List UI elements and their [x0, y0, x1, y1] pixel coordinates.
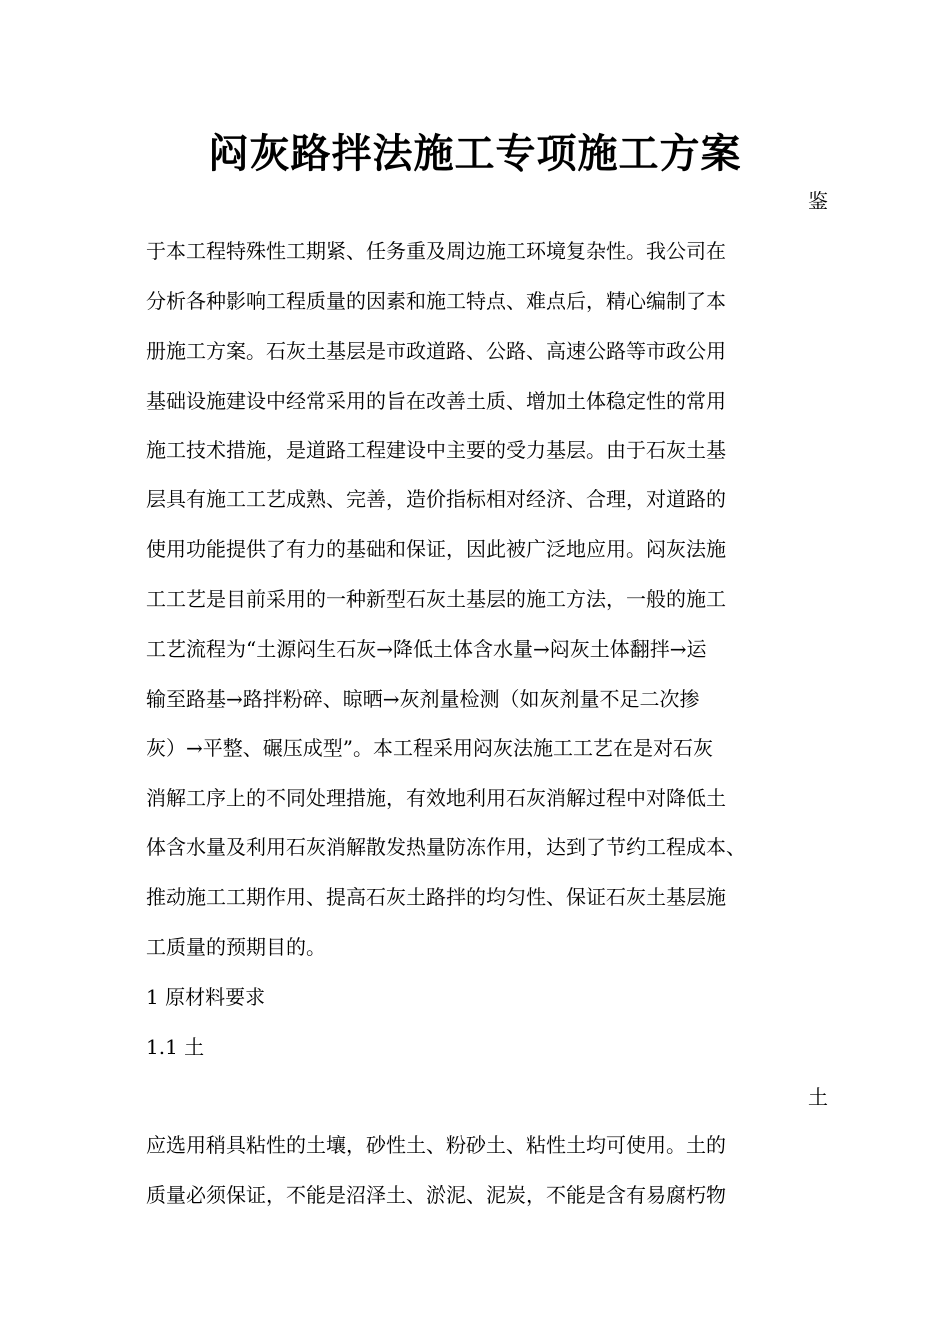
paragraph-line: 推动施工工期作用、提高石灰土路拌的均匀性、保证石灰土基层施: [146, 885, 726, 909]
paragraph-line: 灰）→平整、碾压成型”。本工程采用闷灰法施工工艺在是对石灰: [146, 736, 713, 760]
document-title: 闷灰路拌法施工专项施工方案: [208, 130, 742, 177]
paragraph-line: 土: [808, 1085, 828, 1109]
paragraph-line: 消解工序上的不同处理措施，有效地利用石灰消解过程中对降低土: [146, 786, 726, 810]
paragraph-line: 鉴: [808, 189, 828, 213]
paragraph-line: 输至路基→路拌粉碎、晾晒→灰剂量检测（如灰剂量不足二次掺: [146, 687, 700, 711]
section-heading: 1 原材料要求: [146, 985, 266, 1009]
paragraph-line: 应选用稍具粘性的土壤，砂性土、粉砂土、粘性土均可使用。土的: [146, 1133, 726, 1157]
paragraph-line: 于本工程特殊性工期紧、任务重及周边施工环境复杂性。我公司在: [146, 239, 726, 263]
paragraph-line: 基础设施建设中经常采用的旨在改善土质、增加土体稳定性的常用: [146, 389, 726, 413]
paragraph-line: 册施工方案。石灰土基层是市政道路、公路、高速公路等市政公用: [146, 339, 726, 363]
paragraph-line: 工质量的预期目的。: [146, 935, 326, 959]
paragraph-line: 层具有施工工艺成熟、完善，造价指标相对经济、合理，对道路的: [146, 487, 726, 511]
paragraph-line: 使用功能提供了有力的基础和保证，因此被广泛地应用。闷灰法施: [146, 537, 726, 561]
paragraph-line: 施工技术措施，是道路工程建设中主要的受力基层。由于石灰土基: [146, 438, 726, 462]
paragraph-line: 体含水量及利用石灰消解散发热量防冻作用，达到了节约工程成本、: [146, 835, 746, 859]
paragraph-line: 工工艺是目前采用的一种新型石灰土基层的施工方法，一般的施工: [146, 587, 726, 611]
subsection-heading: 1.1 土: [146, 1035, 205, 1059]
paragraph-line: 工艺流程为“土源闷生石灰→降低土体含水量→闷灰土体翻拌→运: [146, 637, 707, 661]
paragraph-line: 质量必须保证，不能是沼泽土、淤泥、泥炭，不能是含有易腐朽物: [146, 1183, 726, 1207]
paragraph-line: 分析各种影响工程质量的因素和施工特点、难点后，精心编制了本: [146, 289, 726, 313]
